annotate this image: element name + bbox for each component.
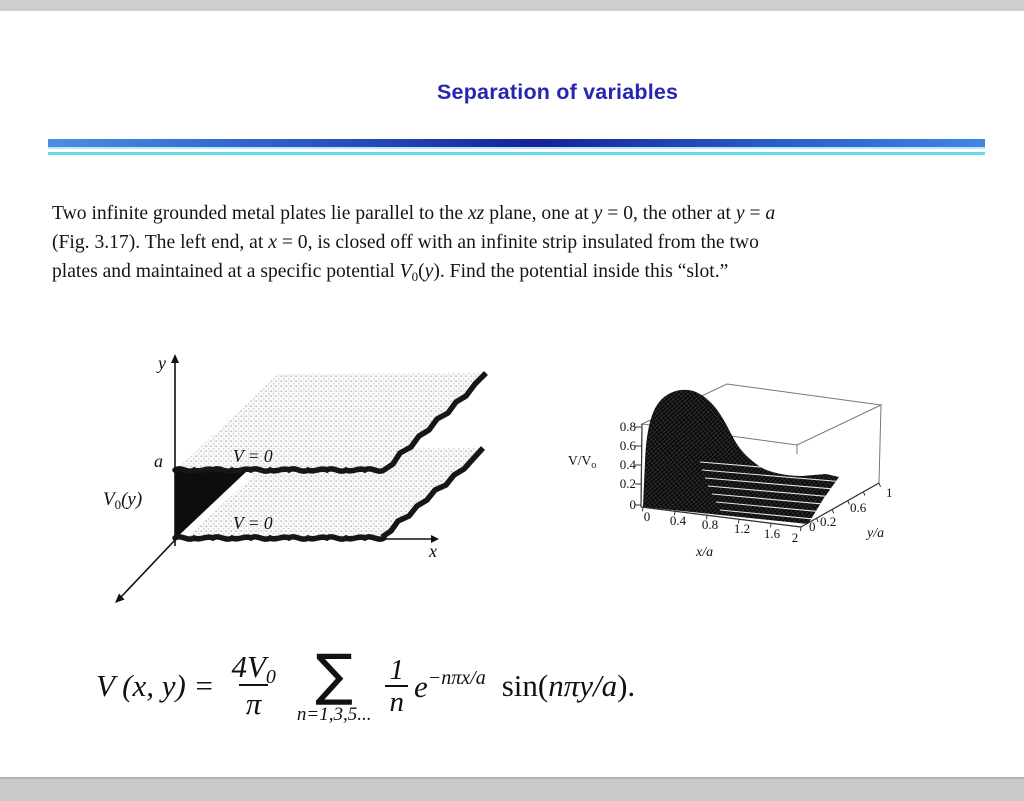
v0-label-V: V [103, 489, 115, 510]
page-title: Separation of variables [437, 80, 679, 104]
variable-xz: xz [467, 203, 485, 224]
fraction-numerator [224, 649, 282, 689]
formula-lhs: V (x, y) = [96, 668, 215, 703]
text-run: Two infinite grounded metal plates lie parallel to the [52, 203, 468, 224]
sigma-symbol: ∑ [315, 643, 354, 709]
sin-function: sin( [501, 668, 549, 703]
top-plate-potential-label: V = 0 [233, 446, 273, 466]
x-tick: 0.8 [701, 517, 719, 532]
top-plate-front-edge [175, 469, 384, 471]
z-tick-labels [620, 419, 637, 512]
solution-formula [96, 630, 635, 742]
figure-slot-geometry [95, 345, 515, 615]
text-run: plates and maintained at a specific potential [52, 261, 400, 283]
y-tick: 0.6 [850, 500, 867, 515]
bottom-plate-potential-label: V = 0 [233, 513, 273, 533]
title-divider [48, 139, 985, 155]
v0-label-arg: (y) [121, 489, 143, 510]
y-tick: 1 [886, 485, 893, 500]
y-tick: 0.2 [820, 514, 837, 529]
z-axis-title-main: V/V [568, 453, 592, 468]
text-run: = 0, the other at [602, 203, 736, 224]
paragraph-line-1 [52, 199, 997, 228]
x-axis-title: x/a [696, 545, 714, 560]
bottom-plate-front-edge [175, 537, 384, 539]
text-run: = 0, is closed off with an infinite strip insulated from the two [276, 232, 759, 254]
subscript-0: 0 [411, 269, 419, 285]
sine-term [502, 668, 635, 704]
text-run: = [744, 203, 766, 224]
z-tick: 0.4 [619, 457, 636, 472]
bottom-gray-bar [0, 777, 1024, 801]
divider-cyan-stripe [48, 152, 985, 155]
fraction-numerator-1: 1 [389, 653, 404, 686]
variable-y: y [593, 203, 603, 224]
text-run: ( [418, 261, 425, 283]
z-axis-title [568, 453, 596, 471]
fraction-denominator-pi: π [239, 684, 269, 721]
y-axis-arrowhead [171, 354, 179, 363]
x-tick: 0.4 [669, 513, 687, 528]
divider-blue-stripe [48, 139, 985, 147]
z-tick: 0.2 [619, 476, 636, 491]
numerator-subscript-0: 0 [265, 666, 276, 689]
variable-y: y [735, 203, 745, 224]
x-tick: 2 [791, 530, 799, 545]
z-axis-line [121, 540, 175, 597]
fraction-1-over-n [385, 655, 408, 718]
y-tick: 0 [809, 519, 816, 534]
variable-x: x [268, 232, 277, 254]
figure-surface-plot [552, 368, 997, 568]
e-base: e [413, 669, 428, 704]
v0-label [103, 489, 142, 512]
summation [296, 643, 372, 725]
x-axis-label: x [429, 541, 437, 561]
variable-V: V [399, 261, 412, 283]
summation-limits: n=1,3,5... [296, 703, 372, 725]
y-axis-label: y [158, 353, 166, 373]
x-tick: 1.2 [733, 521, 751, 536]
z-tick: 0 [629, 497, 636, 512]
fraction-4v0-over-pi [224, 651, 282, 720]
sin-close: ). [617, 668, 636, 703]
problem-statement [52, 199, 997, 292]
exponent: −nπx/a [427, 667, 486, 689]
z-axis-edge [641, 424, 642, 507]
sin-argument: nπy/a [548, 668, 618, 703]
a-level-label: a [154, 451, 163, 471]
top-gray-bar [0, 0, 1024, 11]
fraction-denominator-n: n [385, 685, 408, 717]
z-tick: 0.6 [619, 438, 636, 453]
x-tick: 0 [643, 509, 651, 524]
box-right-vertical-edge [879, 405, 881, 483]
text-run: (Fig. 3.17). The left end, at [52, 232, 269, 254]
v0-label-sub: 0 [114, 497, 122, 512]
variable-a: a [765, 203, 776, 224]
text-run: ). Find the potential inside this “slot.” [433, 261, 729, 283]
paragraph-line-3 [52, 257, 997, 291]
paragraph-line-2 [52, 228, 997, 257]
y-axis-title: y/a [867, 526, 885, 541]
exponential-term [414, 667, 486, 705]
variable-y: y [424, 261, 434, 283]
z-tick: 0.8 [619, 419, 636, 434]
x-tick: 1.6 [763, 526, 781, 541]
numerator-4V: 4V [231, 649, 266, 685]
text-run: plane, one at [484, 203, 594, 224]
z-axis-title-sub: o [591, 460, 597, 471]
